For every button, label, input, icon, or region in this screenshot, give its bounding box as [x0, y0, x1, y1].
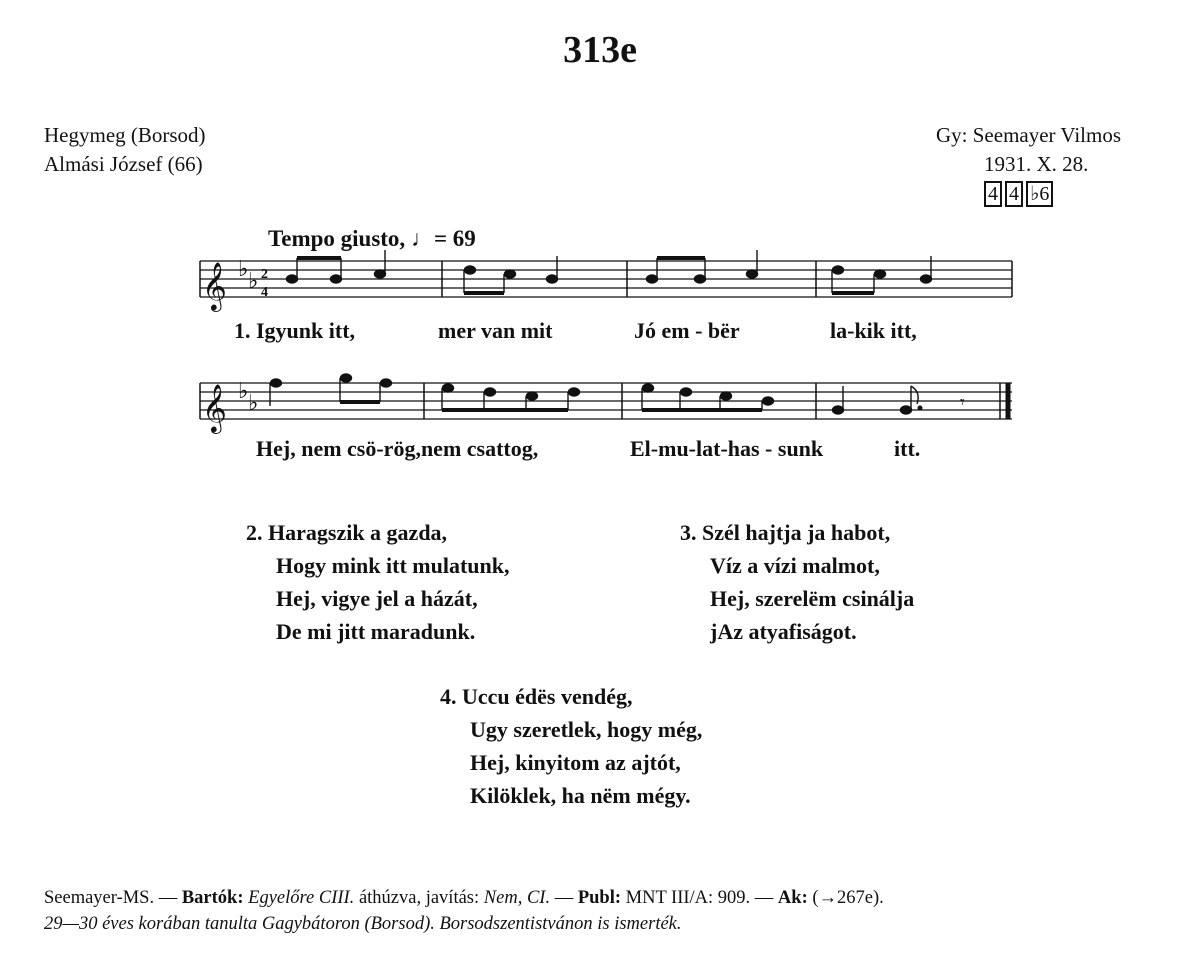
lyric-segment: mer van mit	[438, 318, 553, 343]
verse-line: Ugy szeretlek, hogy még,	[470, 717, 703, 742]
staff-2-lines	[200, 383, 1012, 419]
collector-text: Gy: Seemayer Vilmos	[936, 123, 1121, 147]
lyric-segment: Hej, nem csö-rög,nem csattog,	[256, 436, 539, 461]
place-text: Hegymeg (Borsod)	[44, 123, 206, 147]
verse-3	[680, 516, 914, 648]
verse-line: De mi jitt maradunk.	[276, 619, 476, 644]
verse-line: Kilöklek, ha nëm mégy.	[470, 783, 691, 808]
metronome-value: = 69	[433, 226, 476, 251]
verse-4	[440, 680, 702, 812]
code-box: 4	[1005, 181, 1023, 207]
ak-value: (→267e).	[807, 888, 884, 908]
lyric-segment: 1. Igyunk itt,	[234, 318, 356, 343]
flat-icon: ♭	[238, 257, 249, 282]
lyric-segment: El-mu-lat-has - sunk	[630, 436, 824, 461]
verse-line: Víz a vízi malmot,	[710, 553, 880, 578]
code-box: 4	[984, 181, 1002, 207]
singer-text: Almási József (66)	[44, 152, 203, 176]
correction-text: áthúzva, javítás:	[354, 888, 484, 908]
quarter-note-icon: ♩	[410, 226, 434, 251]
learning-note-text: 29—30 éves korában tanulta Gagybátoron (Borsod). Borsodszentistvánon is ismerték.	[44, 914, 682, 934]
verse-line: Hej, szerelëm csinálja	[710, 586, 915, 611]
lyric-segment: itt.	[894, 436, 921, 461]
verse-line: Hogy mink itt mulatunk,	[276, 553, 510, 578]
publ-value: MNT III/A: 909. —	[621, 888, 778, 908]
verse-line: jAz atyafiságot.	[710, 619, 857, 644]
separator: —	[550, 888, 578, 908]
correction-value: Nem, CI.	[483, 888, 551, 908]
verse-2	[246, 516, 510, 648]
publ-label: Publ:	[577, 888, 622, 908]
rest-icon: 𝄾	[960, 392, 965, 412]
time-signature-bottom: 4	[261, 285, 268, 300]
tempo-text: Tempo giusto,	[268, 226, 406, 251]
flat-icon: ♭	[248, 269, 259, 294]
verse-line: 2. Haragszik a gazda,	[246, 520, 448, 545]
staff-1-lines	[200, 261, 1012, 297]
code-box: ♭6	[1026, 181, 1053, 207]
bartok-label: Bartók:	[181, 888, 249, 908]
lyric-segment: Jó em - bër	[634, 318, 740, 343]
staff-1-notes	[287, 250, 932, 293]
staff-2-notes	[270, 374, 922, 414]
verse-line: 4. Uccu édës vendég,	[440, 684, 633, 709]
source-text: Seemayer-MS. —	[44, 888, 182, 908]
treble-clef-icon: 𝄞	[202, 383, 227, 432]
date-text: 1931. X. 28.	[984, 152, 1089, 176]
lyric-segment: la-kik itt,	[830, 318, 917, 343]
source-note	[44, 888, 884, 909]
verse-line: Hej, kinyitom az ajtót,	[470, 750, 681, 775]
flat-icon: ♭	[248, 391, 259, 416]
learning-note	[44, 914, 682, 935]
time-signature-top: 2	[261, 267, 268, 282]
bartok-value: Egyelőre CIII.	[248, 888, 355, 908]
verse-line: Hej, vigye jel a házát,	[276, 586, 478, 611]
verse-line: 3. Szél hajtja ja habot,	[680, 520, 891, 545]
ak-label: Ak:	[777, 888, 808, 908]
page-title: 313e	[563, 29, 637, 71]
treble-clef-icon: 𝄞	[202, 261, 227, 310]
flat-icon: ♭	[238, 379, 249, 404]
